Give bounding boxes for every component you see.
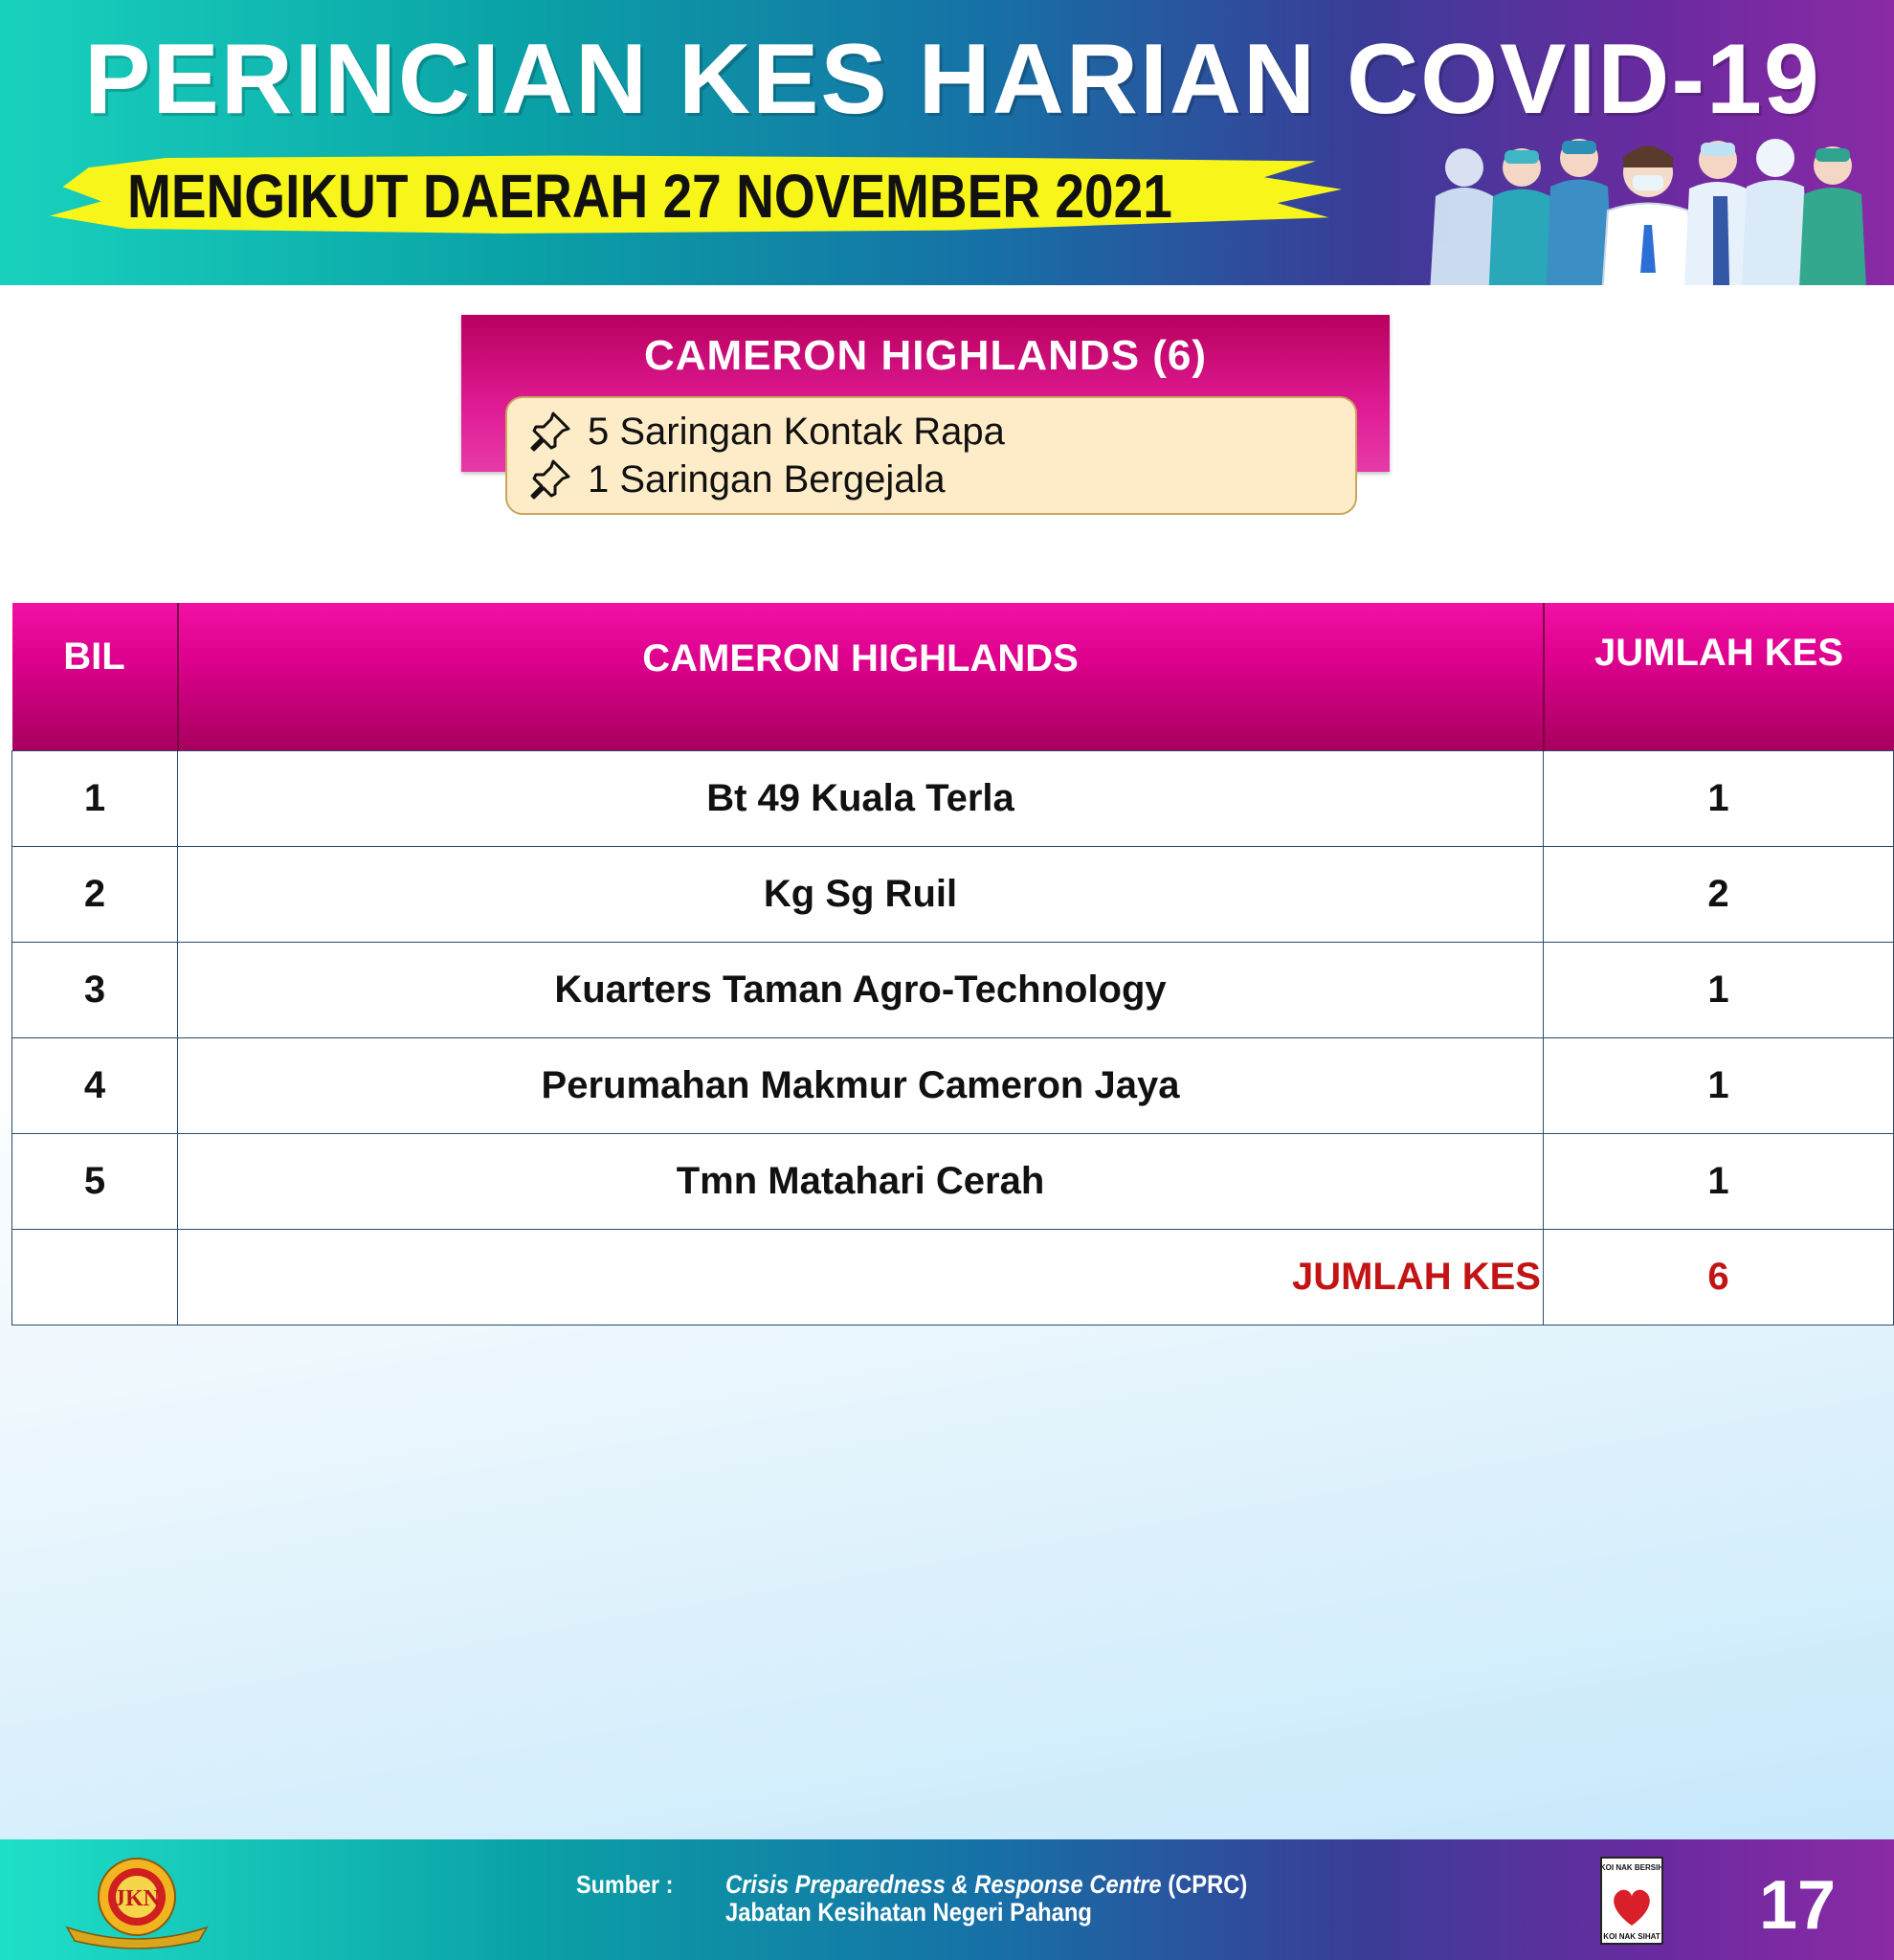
- jkn-logo: [56, 1851, 218, 1950]
- region-title: CAMERON HIGHLANDS (6): [643, 332, 1208, 379]
- source-line-2: Jabatan Kesihatan Negeri Pahang: [725, 1898, 1092, 1927]
- source-org: Crisis Preparedness & Response Centre: [725, 1870, 1162, 1899]
- healthcare-workers-illustration: [1397, 129, 1894, 285]
- cell-location: Perumahan Makmur Cameron Jaya: [178, 1038, 1544, 1134]
- column-header-total: JUMLAH KES: [1544, 603, 1894, 751]
- column-header-bil: BIL: [12, 603, 178, 751]
- koi-logo-top-text: KOI NAK BERSIH: [1602, 1863, 1661, 1872]
- pin-icon: [526, 408, 574, 456]
- cell-location: Kg Sg Ruil: [178, 847, 1544, 943]
- table-row: [12, 847, 1894, 943]
- total-value: 6: [1544, 1230, 1894, 1325]
- cell-cases: 1: [1544, 751, 1894, 847]
- page-subtitle: MENGIKUT DAERAH 27 NOVEMBER 2021: [127, 162, 1172, 231]
- cell-cases: 1: [1544, 943, 1894, 1038]
- koi-nak-sihat-logo: [1600, 1857, 1663, 1945]
- cell-location: Tmn Matahari Cerah: [178, 1134, 1544, 1230]
- cell-bil: 2: [12, 847, 178, 943]
- case-item-text: 5 Saringan Kontak Rapa: [588, 410, 1005, 453]
- cell-location: Kuarters Taman Agro-Technology: [178, 943, 1544, 1038]
- table-row: [12, 943, 1894, 1038]
- cell-bil: 5: [12, 1134, 178, 1230]
- source-line-1: [725, 1870, 1247, 1900]
- pin-icon: [526, 456, 574, 503]
- table-row: [12, 751, 1894, 847]
- case-breakdown-box: [505, 396, 1357, 515]
- cell-empty: [12, 1230, 178, 1325]
- koi-logo-bottom-text: KOI NAK SIHAT: [1603, 1932, 1660, 1941]
- cell-location: Bt 49 Kuala Terla: [178, 751, 1544, 847]
- total-label: JUMLAH KES: [178, 1230, 1544, 1325]
- header-banner: [0, 0, 1894, 285]
- source-label: Sumber :: [576, 1870, 674, 1899]
- table-header-row: [12, 603, 1894, 751]
- page-number: 17: [1759, 1867, 1837, 1944]
- column-header-location: CAMERON HIGHLANDS: [178, 603, 1544, 751]
- jkn-logo-text: JKN: [114, 1886, 160, 1911]
- table-row: [12, 1038, 1894, 1134]
- case-item: [526, 456, 946, 503]
- cell-cases: 1: [1544, 1038, 1894, 1134]
- cases-table: [11, 603, 1893, 1325]
- page-title: PERINCIAN KES HARIAN COVID-19: [84, 24, 1821, 135]
- cell-cases: 1: [1544, 1134, 1894, 1230]
- koi-logo-graphic: [1602, 1859, 1661, 1943]
- source-org-abbr: (CPRC): [1161, 1870, 1248, 1899]
- cell-bil: 4: [12, 1038, 178, 1134]
- cell-bil: 3: [12, 943, 178, 1038]
- case-item-text: 1 Saringan Bergejala: [588, 457, 946, 501]
- table-total-row: [12, 1230, 1894, 1325]
- cell-cases: 2: [1544, 847, 1894, 943]
- table-row: [12, 1134, 1894, 1230]
- case-item: [526, 408, 1005, 456]
- cell-bil: 1: [12, 751, 178, 847]
